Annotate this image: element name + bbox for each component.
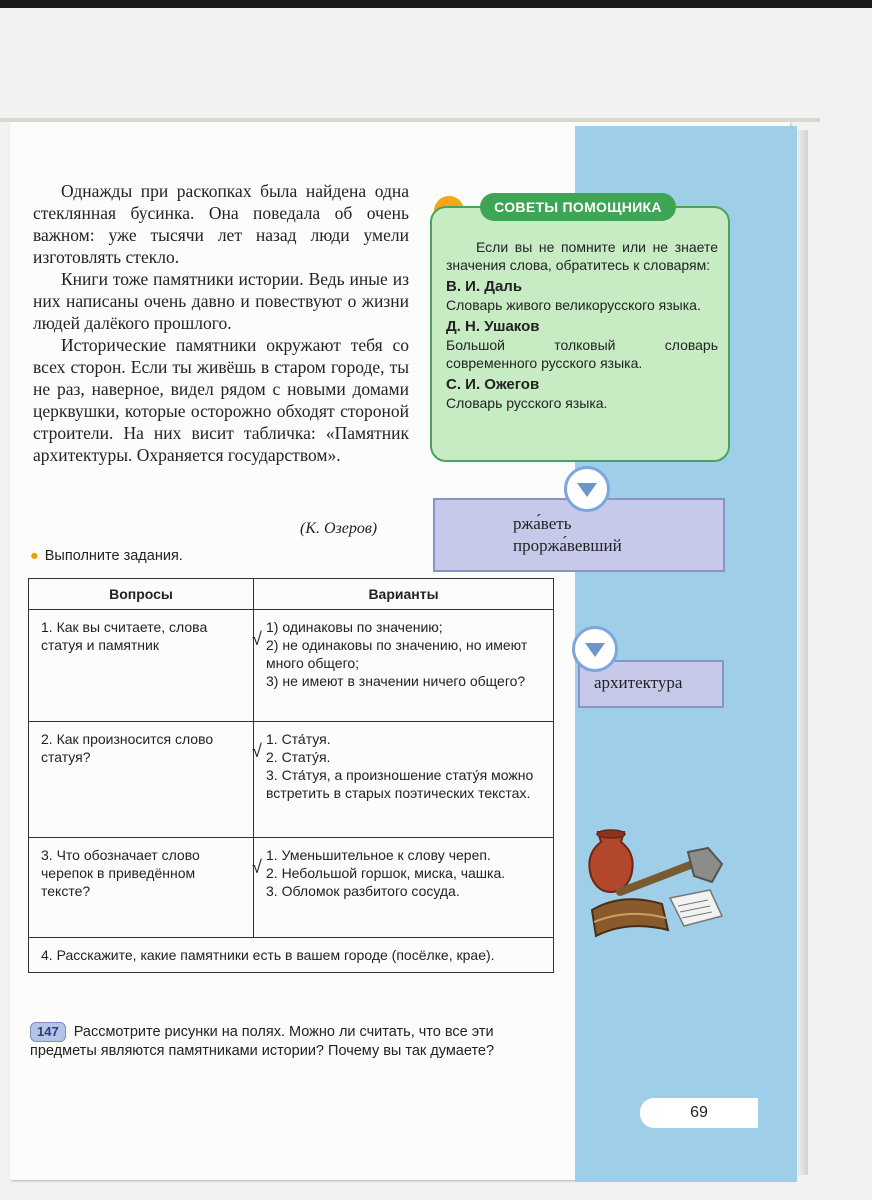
- checkmark-icon: √: [252, 629, 262, 649]
- option: 2. Небольшой горшок, миска, чашка.: [266, 865, 506, 881]
- table-row: [29, 838, 554, 938]
- table-row: [29, 610, 554, 722]
- checkmark-icon: √: [252, 857, 262, 877]
- arrow-down-icon: [572, 626, 618, 672]
- helper-intro: Если вы не помните или не знаете значения слова, обратитесь к словарям:: [446, 239, 718, 273]
- paragraph-1: Однажды при раскопках была найдена одна стеклянная бусинка. Она поведала об очень важном: уже тысячи лет назад люди умели изготовлять стекло.: [33, 181, 409, 267]
- word: ржа́веть: [513, 514, 572, 533]
- word: архитектура: [594, 673, 683, 692]
- table-header: [29, 579, 554, 610]
- option: 1. Ста́туя.: [266, 731, 331, 747]
- helper-title: СОВЕТЫ ПОМОЩНИКА: [480, 193, 676, 221]
- task-number-badge: 147: [30, 1022, 66, 1042]
- option: 2. Стату́я.: [266, 749, 331, 765]
- dictionary-author: В. И. Даль: [446, 278, 523, 295]
- dictionary-author: С. И. Ожегов: [446, 376, 540, 393]
- dictionary-title: Большой толковый словарь современного русского языка.: [446, 337, 718, 371]
- task-text: Рассмотрите рисунки на полях. Можно ли считать, что все эти предметы являются памятниками истории? Почему вы так думаете?: [30, 1024, 495, 1059]
- scan-border: [0, 0, 872, 8]
- helper-box: [430, 206, 730, 462]
- word: проржа́вевший: [513, 536, 622, 555]
- option: 3) не имеют в значении ничего общего?: [266, 673, 526, 689]
- options-cell: [254, 610, 554, 722]
- text-source: (К. Озеров): [300, 520, 378, 537]
- task-note: ● Выполните задания.: [30, 548, 183, 564]
- dictionary-title: Словарь русского языка.: [446, 395, 608, 411]
- option: 2) не одинаковы по значению, но имеют много общего;: [266, 637, 528, 671]
- reading-text: [33, 180, 409, 466]
- question-cell: 1. Как вы считаете, слова статуя и памятник: [29, 610, 254, 722]
- dictionary-title: Словарь живого великорусского языка.: [446, 297, 701, 313]
- dictionary-author: Д. Н. Ушаков: [446, 318, 540, 335]
- options-cell: [254, 838, 554, 938]
- header-variants: Варианты: [254, 579, 554, 610]
- checkmark-icon: √: [252, 741, 262, 761]
- option: 1. Уменьшительное к слову череп.: [266, 847, 491, 863]
- arrow-down-icon: [564, 466, 610, 512]
- header-questions: Вопросы: [29, 579, 254, 610]
- option: 3. Обломок разбитого сосуда.: [266, 883, 460, 899]
- question-cell: 3. Что обозначает слово черепок в приведённом тексте?: [29, 838, 254, 938]
- options-cell: [254, 722, 554, 838]
- paragraph-2: Книги тоже памятники истории. Ведь иные из них написаны очень давно и повествуют о жизни людей далёкого прошлого.: [33, 269, 409, 333]
- historical-objects-illustration: [580, 822, 730, 952]
- table-footer-row: [29, 938, 554, 973]
- page-number: 69: [640, 1098, 758, 1128]
- option: 1) одинаковы по значению;: [266, 619, 443, 635]
- question-cell: 2. Как произносится слово статуя?: [29, 722, 254, 838]
- questions-table: [28, 578, 554, 973]
- task-147: [30, 1022, 558, 1060]
- footer-task: 4. Расскажите, какие памятники есть в вашем городе (посёлке, крае).: [29, 938, 554, 973]
- option: 3. Ста́туя, а произношение стату́я можно встретить в старых поэтических текстах.: [266, 767, 534, 801]
- paragraph-3: Исторические памятники окружают тебя со всех сторон. Если ты живёшь в старом городе, ты не раз, наверное, видел рядом с новыми домами церквушки, которые осторожно обходят стороной строители. На них висит табличка: «Памятник архитектуры. Охраняется государством».: [33, 335, 409, 465]
- bullet-icon: ●: [30, 548, 39, 564]
- table-row: [29, 722, 554, 838]
